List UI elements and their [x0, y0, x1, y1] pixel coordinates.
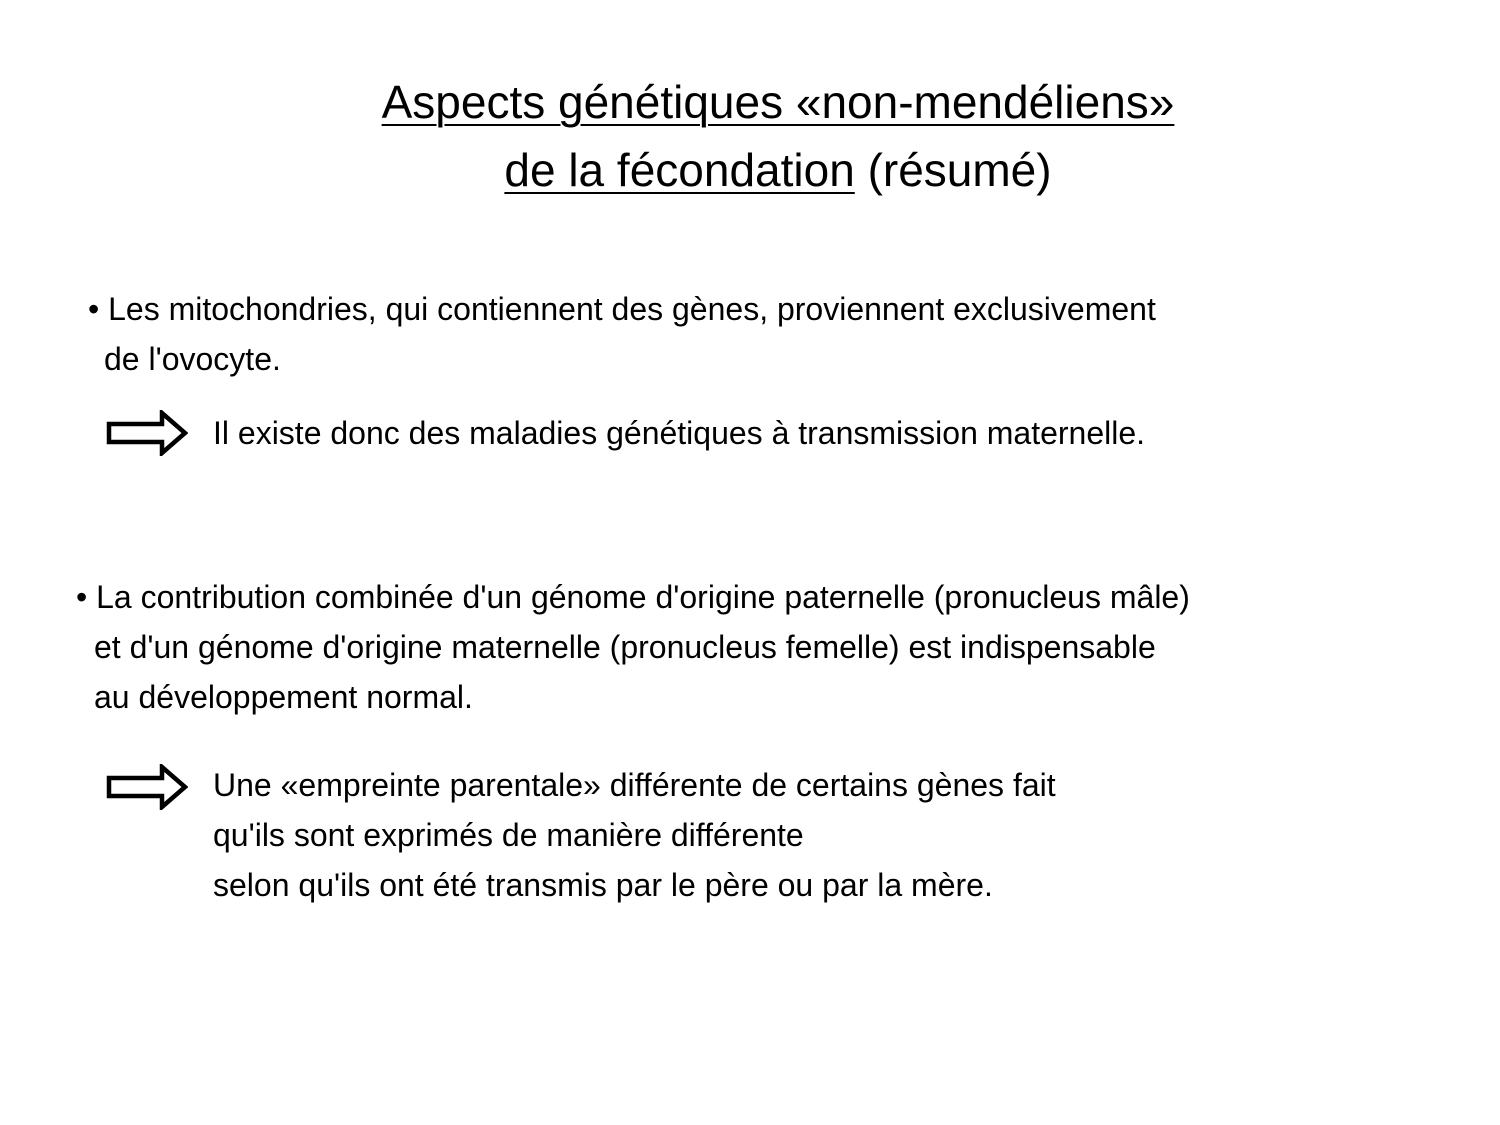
bullet: • [76, 579, 88, 615]
slide-title-line-1 [28, 70, 1500, 134]
point-1-text-1: Les mitochondries, qui contiennent des gènes, proviennent exclusivement [108, 291, 1156, 327]
point-2-line-2: et d'un génome d'origine maternelle (pronucleus femelle) est indispensable [94, 629, 1156, 665]
point-2-line-3: au développement normal. [94, 679, 473, 715]
right-arrow-icon [106, 410, 188, 456]
title-line-2-underlined: de la fécondation [504, 144, 855, 196]
slide-title-line-2 [28, 138, 1500, 202]
point-1-line-2: de l'ovocyte. [104, 341, 281, 377]
right-arrow-icon [106, 764, 188, 810]
title-line-2-suffix: (résumé) [867, 144, 1052, 196]
point-1-consequence: Il existe donc des maladies génétiques à transmission maternelle. [213, 415, 1146, 451]
point-2-consequence-1: Une «empreinte parentale» différente de certains gènes fait [213, 767, 1056, 803]
point-1-line-1 [88, 284, 1156, 334]
point-2-line-1 [76, 572, 1190, 622]
point-2-consequence-2: qu'ils sont exprimés de manière différente [213, 817, 804, 853]
title-line-1-text: Aspects génétiques «non-mendéliens» [381, 76, 1175, 128]
bullet: • [88, 291, 100, 327]
point-2-consequence-3: selon qu'ils ont été transmis par le père ou par la mère. [213, 867, 993, 903]
point-2-text-1: La contribution combinée d'un génome d'origine paternelle (pronucleus mâle) [96, 579, 1190, 615]
